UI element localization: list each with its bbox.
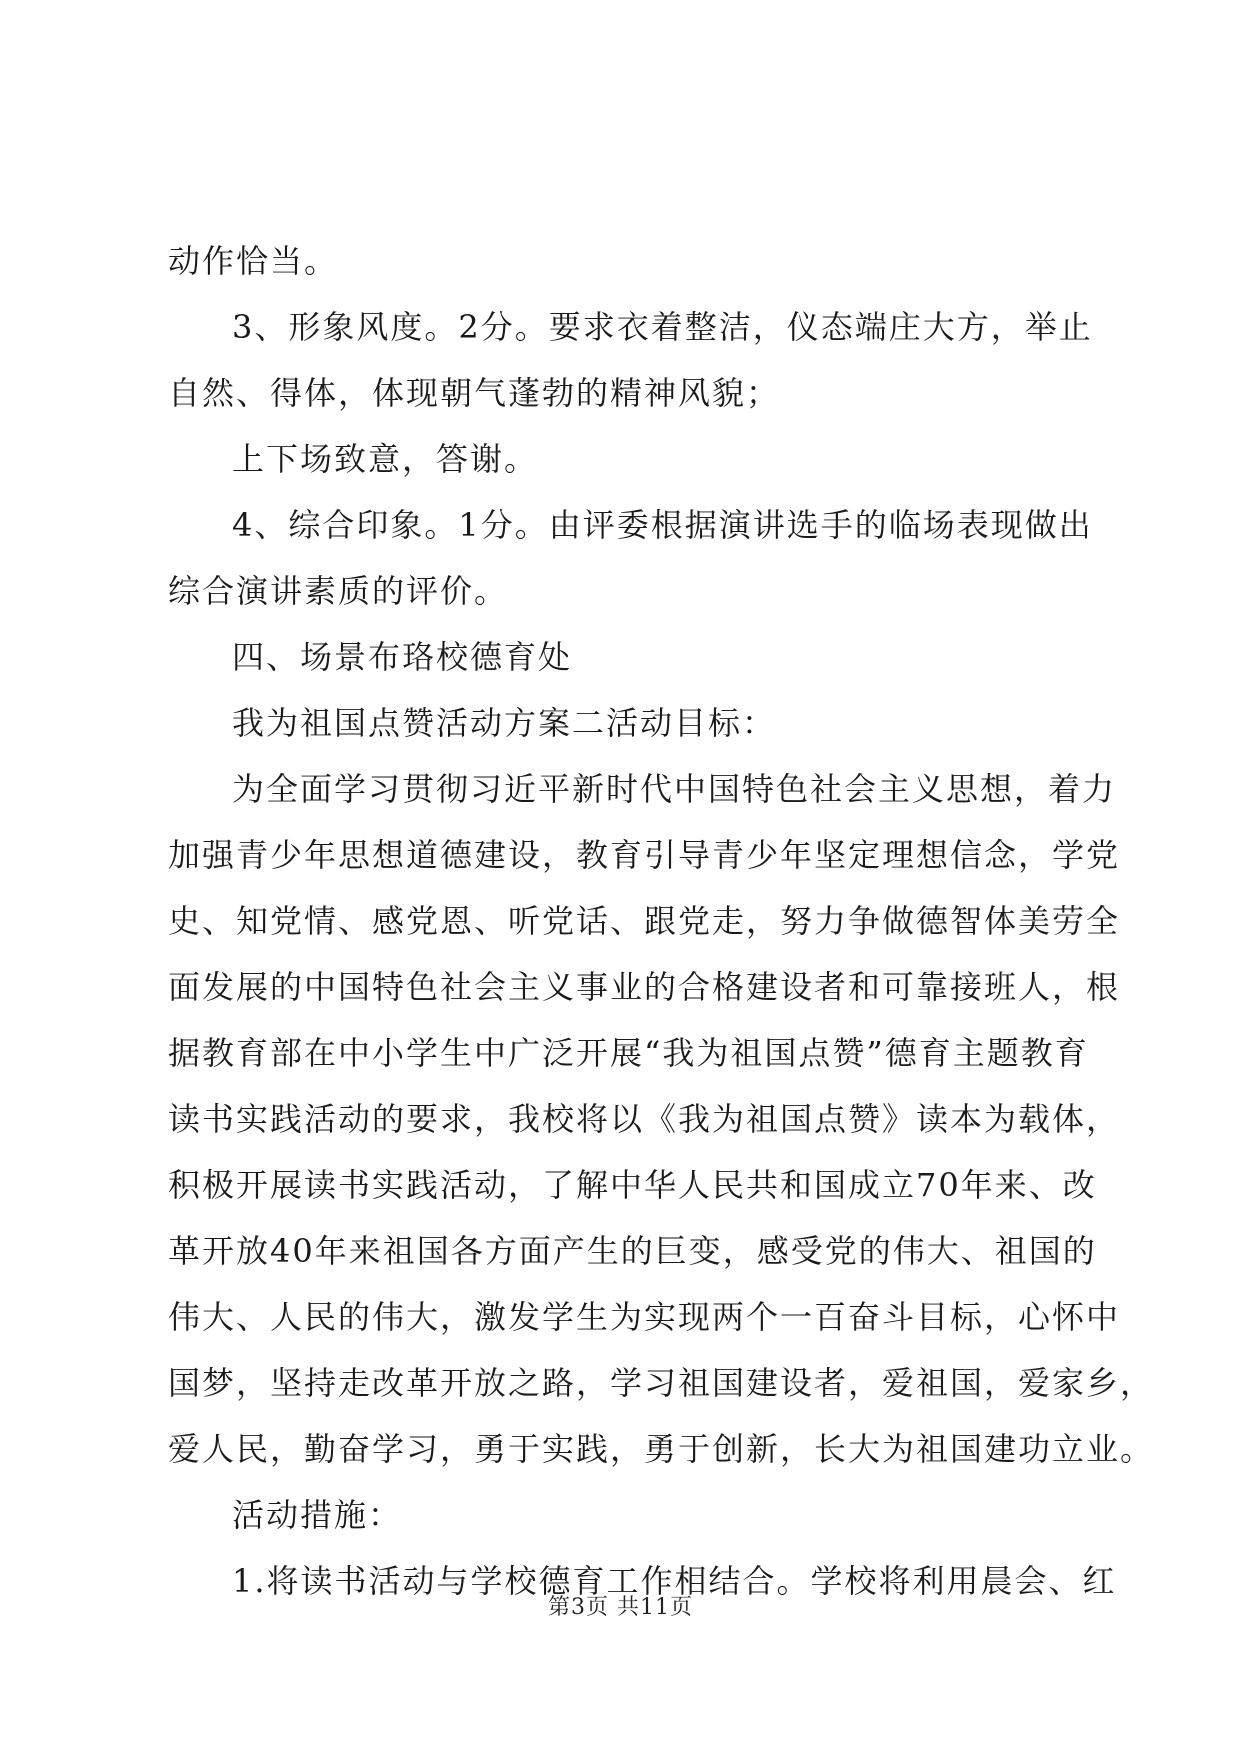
text-line: 活动措施： <box>232 1496 403 1534</box>
text-line: 积极开展读书实践活动，了解中华人民共和国成立70年来、改 <box>168 1166 1097 1204</box>
text-line: 四、场景布珞校德育处 <box>232 638 573 676</box>
text-line: 上下场致意，答谢。 <box>232 440 539 478</box>
text-line: 3、形象风度。2分。要求衣着整洁，仪态端庄大方，举止 <box>232 308 1093 346</box>
text-line: 读书实践活动的要求，我校将以《我为祖国点赞》读本为载体， <box>168 1100 1121 1138</box>
text-line: 为全面学习贯彻习近平新时代中国特色社会主义思想，着力 <box>232 770 1117 808</box>
text-line: 4、综合印象。1分。由评委根据演讲选手的临场表现做出 <box>232 506 1093 544</box>
text-line: 国梦，坚持走改革开放之路，学习祖国建设者，爱祖国，爱家乡， <box>168 1364 1155 1402</box>
text-line: 加强青少年思想道德建设，教育引导青少年坚定理想信念，学党 <box>168 836 1121 874</box>
text-line: 动作恰当。 <box>168 242 339 280</box>
text-line: 伟大、人民的伟大，激发学生为实现两个一百奋斗目标，心怀中 <box>168 1298 1121 1336</box>
text-line: 爱人民，勤奋学习，勇于实践，勇于创新，长大为祖国建功立业。 <box>168 1430 1155 1468</box>
text-line: 史、知党情、感党恩、听党话、跟党走，努力争做德智体美劳全 <box>168 902 1121 940</box>
text-line: 面发展的中国特色社会主义事业的合格建设者和可靠接班人，根 <box>168 968 1121 1006</box>
text-line: 我为祖国点赞活动方案二活动目标： <box>232 704 777 742</box>
text-line: 综合演讲素质的评价。 <box>168 572 509 610</box>
page-footer: 第3页 共11页 <box>548 1595 693 1620</box>
text-line: 1.将读书活动与学校德育工作相结合。学校将利用晨会、红 <box>232 1562 1117 1600</box>
text-line: 据教育部在中小学生中广泛开展“我为祖国点赞”德育主题教育 <box>168 1034 1089 1072</box>
document-body <box>168 228 1155 1614</box>
text-line: 革开放40年来祖国各方面产生的巨变，感受党的伟大、祖国的 <box>168 1232 1097 1270</box>
text-line: 自然、得体，体现朝气蓬勃的精神风貌； <box>168 374 781 412</box>
